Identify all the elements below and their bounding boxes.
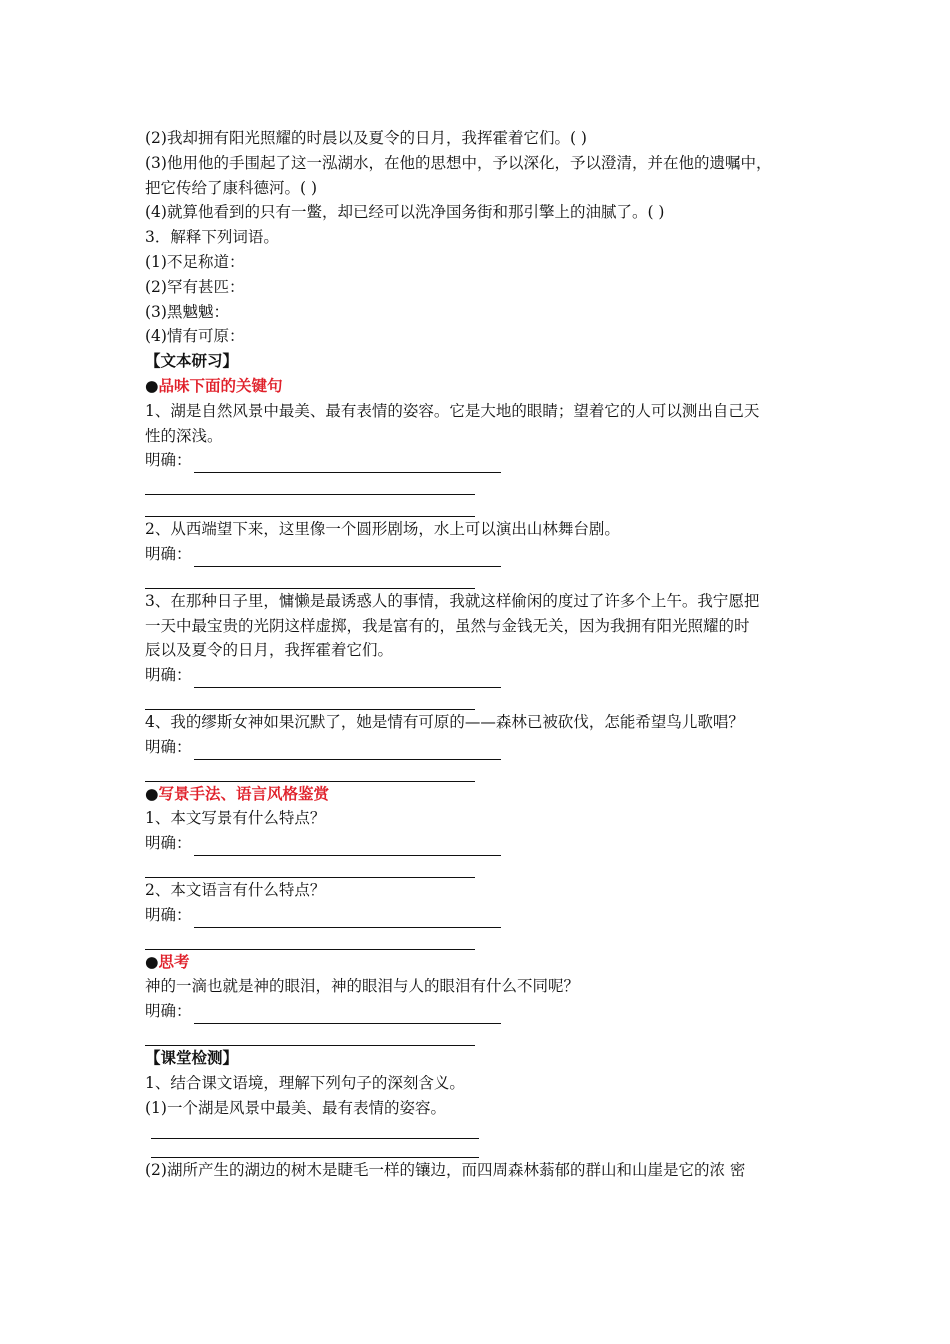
answer-line [145, 903, 825, 928]
subheading-label: 品味下面的关键句 [158, 375, 283, 395]
subheading-label: 思考 [158, 951, 190, 971]
subheading-style [145, 782, 825, 807]
question-text: (1)一个湖是风景中最美、最有表情的姿容。 [145, 1098, 446, 1117]
subheading-key-sentences [145, 374, 825, 399]
exercise-item: (3)黑魆魆： [145, 302, 229, 321]
answer-blank[interactable] [194, 911, 501, 928]
answer-blank[interactable] [151, 1120, 479, 1139]
subheading-think [145, 950, 825, 975]
exercise-item: (4)就算他看到的只有一鳖，却已经可以洗净国务街和那引擎上的油腻了。( ) [145, 203, 665, 222]
answer-blank[interactable] [145, 688, 475, 710]
answer-label: 明确： [145, 451, 192, 470]
section-heading-text-study: 【文本研习】 [145, 351, 239, 371]
answer-blank[interactable] [145, 567, 475, 589]
answer-blank[interactable] [194, 1007, 501, 1024]
subheading-label: 写景手法、语言风格鉴赏 [158, 783, 330, 803]
section-heading-class-test: 【课堂检测】 [145, 1047, 239, 1067]
question-text: (2)湖所产生的湖边的树木是睫毛一样的镶边，而四周森林蓊郁的群山和山崖是它的浓 密 [145, 1161, 746, 1180]
answer-blank[interactable] [145, 495, 475, 517]
question-text: 2、从西端望下来，这里像一个圆形剧场，水上可以演出山林舞台剧。 [145, 520, 620, 539]
question-text: 性的深浅。 [145, 426, 223, 445]
answer-blank[interactable] [194, 550, 501, 567]
exercise-item: 3．解释下列词语。 [145, 228, 279, 247]
question-text: 3、在那种日子里，慵懒是最诱惑人的事情，我就这样偷闲的度过了许多个上午。我宁愿把 [145, 591, 760, 610]
question-text: 一天中最宝贵的光阴这样虚掷，我是富有的，虽然与金钱无关，因为我拥有阳光照耀的时 [145, 616, 750, 635]
answer-blank[interactable] [145, 1024, 475, 1046]
question-text: 4、我的缪斯女神如果沉默了，她是情有可原的——森林已被砍伐，怎能希望鸟儿歌唱？ [145, 712, 744, 731]
answer-line [145, 448, 825, 473]
answer-blank[interactable] [145, 928, 475, 950]
answer-blank[interactable] [145, 856, 475, 878]
exercise-item: 把它传给了康科德河。( ) [145, 178, 318, 197]
document-page [145, 126, 825, 1183]
question-text: 神的一滴也就是神的眼泪，神的眼泪与人的眼泪有什么不同呢？ [145, 977, 580, 996]
answer-line [145, 542, 825, 567]
exercise-item: (2)我却拥有阳光照耀的时晨以及夏令的日月，我挥霍着它们。( ) [145, 129, 587, 147]
answer-label: 明确： [145, 905, 192, 924]
answer-blank[interactable] [145, 473, 475, 495]
answer-blank[interactable] [151, 1139, 479, 1158]
bullet-icon: ● [145, 376, 159, 395]
answer-blank[interactable] [194, 743, 501, 760]
answer-label: 明确： [145, 666, 192, 685]
exercise-item: (4)情有可原： [145, 327, 245, 346]
answer-label: 明确： [145, 544, 192, 563]
answer-label: 明确： [145, 1002, 192, 1021]
question-text: 1、结合课文语境，理解下列句子的深刻含义。 [145, 1073, 465, 1092]
question-text: 2、本文语言有什么特点？ [145, 880, 326, 899]
answer-blank[interactable] [194, 671, 501, 688]
answer-blank[interactable] [194, 456, 501, 473]
bullet-icon: ● [145, 952, 159, 971]
answer-blank[interactable] [194, 839, 501, 856]
answer-line [145, 831, 825, 856]
answer-line [145, 663, 825, 688]
answer-line [145, 735, 825, 760]
bullet-icon: ● [145, 784, 159, 803]
question-text: 1、本文写景有什么特点？ [145, 809, 326, 828]
exercise-item: (3)他用他的手围起了这一泓湖水，在他的思想中，予以深化，予以澄清，并在他的遗嘱中， [145, 153, 772, 172]
answer-line [145, 999, 825, 1024]
answer-blank[interactable] [145, 760, 475, 782]
question-text: 辰以及夏令的日月，我挥霍着它们。 [145, 641, 394, 660]
answer-label: 明确： [145, 737, 192, 756]
answer-label: 明确： [145, 834, 192, 853]
exercise-item: (2)罕有甚匹： [145, 277, 245, 296]
question-text: 1、湖是自然风景中最美、最有表情的姿容。它是大地的眼睛；望着它的人可以测出自己天 [145, 401, 760, 420]
exercise-item: (1)不足称道： [145, 252, 245, 271]
